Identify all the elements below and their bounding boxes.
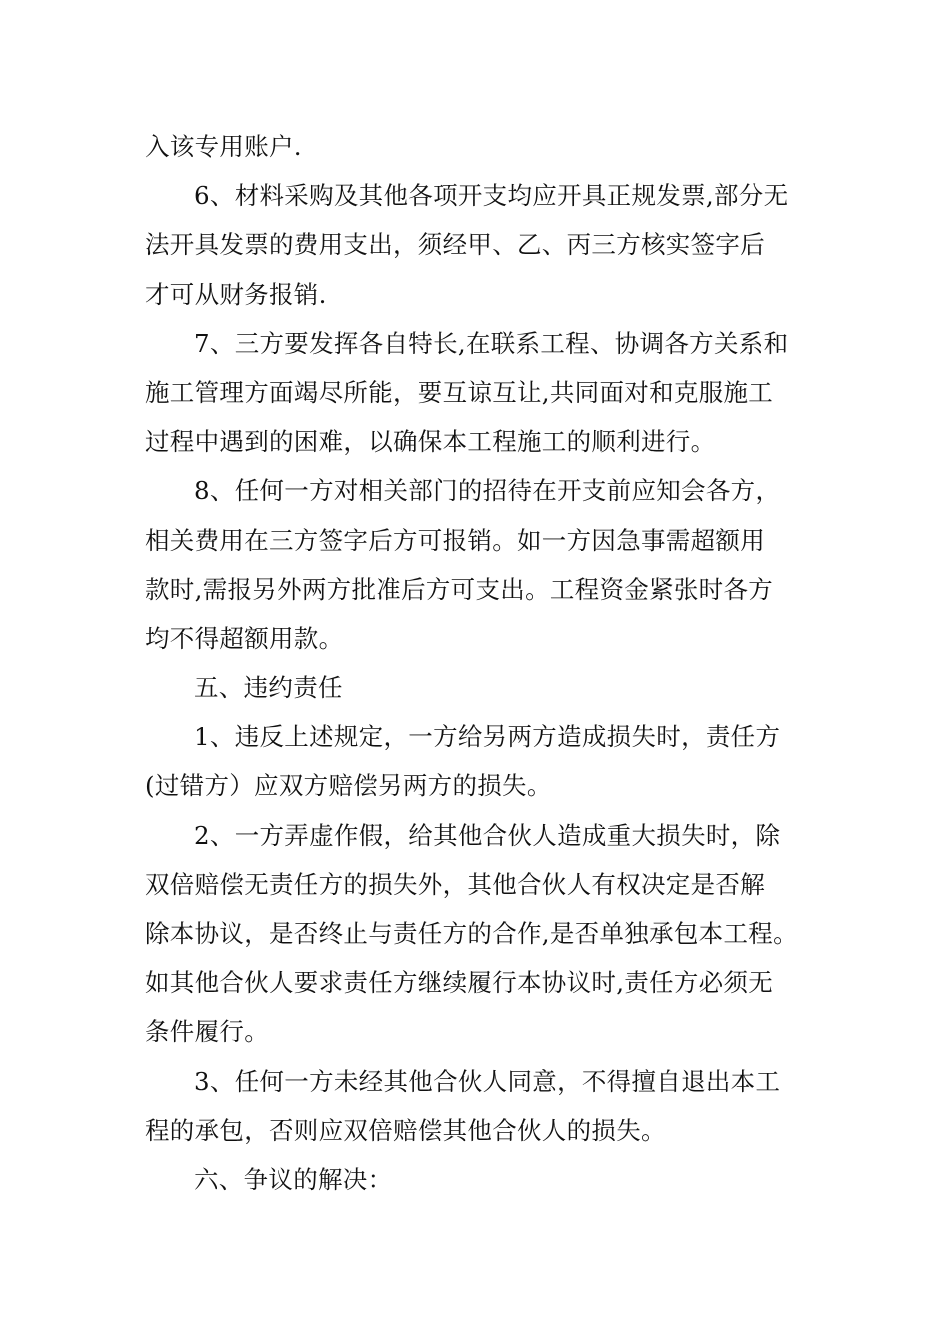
section-heading-dispute: 六、争议的解决：	[194, 1164, 393, 1194]
breach-clause-2-line: 除本协议，是否终止与责任方的合作,是否单独承包本工程。	[145, 919, 798, 948]
breach-clause-2-line: 2、一方弄虚作假，给其他合伙人造成重大损失时，除	[194, 820, 781, 850]
clause-6-line: 6、材料采购及其他各项开支均应开具正规发票,部分无	[194, 181, 789, 211]
breach-clause-3-line: 3、任何一方未经其他合伙人同意，不得擅自退出本工	[194, 1066, 781, 1096]
clause-6-line: 才可从财务报销.	[145, 279, 327, 309]
clause-7-line: 7、三方要发挥各自特长,在联系工程、协调各方关系和	[194, 328, 789, 358]
breach-clause-3-line: 程的承包，否则应双倍赔偿其他合伙人的损失。	[145, 1115, 666, 1145]
clause-6-line: 法开具发票的费用支出，须经甲、乙、丙三方核实签字后	[145, 230, 765, 260]
breach-clause-1-line: 1、违反上述规定，一方给另两方造成损失时，责任方	[194, 722, 781, 752]
breach-clause-2-line: 双倍赔偿无责任方的损失外，其他合伙人有权决定是否解	[145, 869, 765, 899]
clause-8-line: 款时,需报另外两方批准后方可支出。工程资金紧张时各方	[145, 574, 774, 604]
document-body	[145, 122, 813, 1204]
breach-clause-2-line: 如其他合伙人要求责任方继续履行本协议时,责任方必须无	[145, 968, 774, 998]
clause-7-line: 过程中遇到的困难，以确保本工程施工的顺利进行。	[145, 427, 716, 457]
text-line-continuation: 入该专用账户.	[145, 132, 302, 161]
clause-7-line: 施工管理方面竭尽所能，要互谅互让,共同面对和克服施工	[145, 377, 774, 407]
breach-clause-1-line: (过错方）应双方赔偿另两方的损失。	[145, 771, 552, 801]
clause-8-line: 8、任何一方对相关部门的招待在开支前应知会各方，	[194, 476, 781, 506]
section-heading-breach: 五、违约责任	[194, 673, 343, 703]
clause-8-line: 相关费用在三方签字后方可报销。如一方因急事需超额用	[145, 525, 765, 555]
clause-8-line: 均不得超额用款。	[145, 623, 344, 653]
breach-clause-2-line: 条件履行。	[145, 1017, 269, 1047]
